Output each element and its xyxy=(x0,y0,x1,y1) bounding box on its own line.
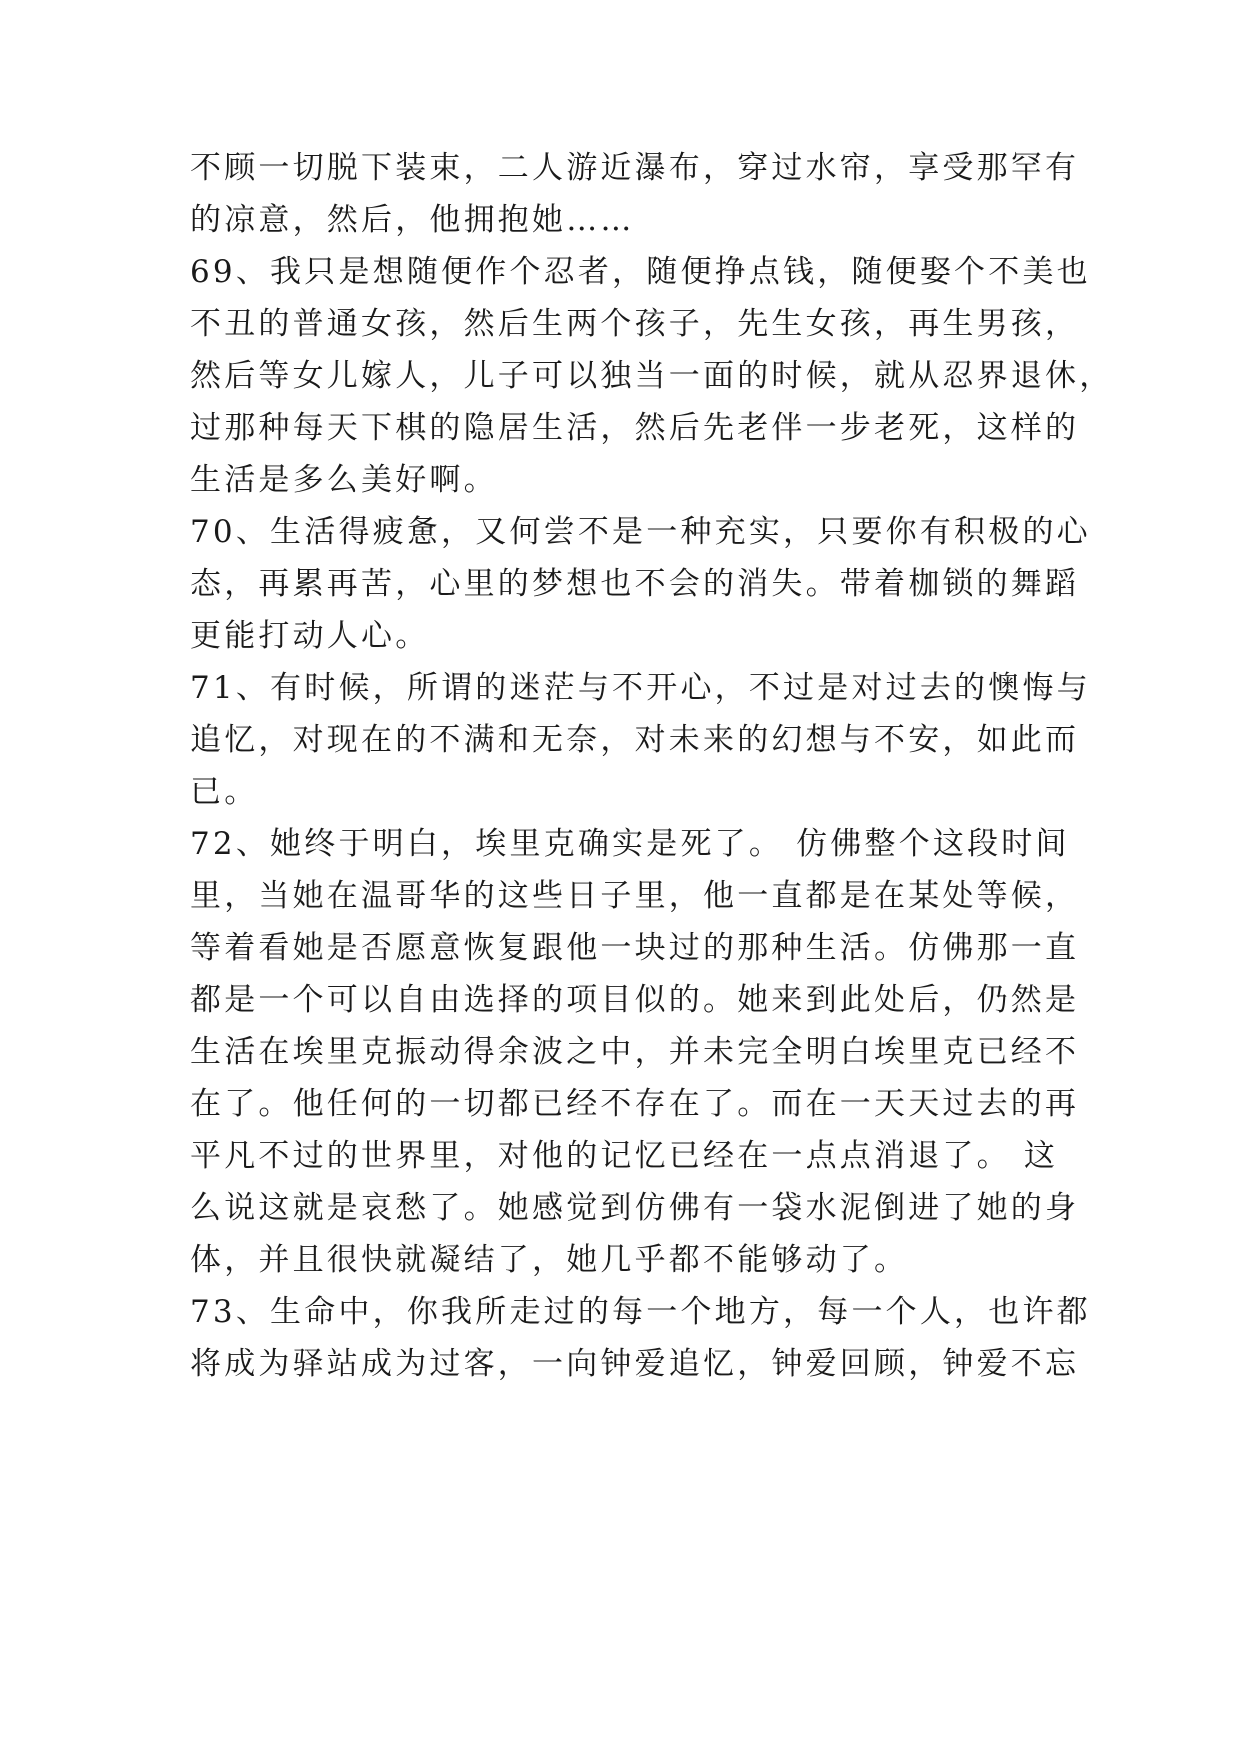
text-line: 都是一个可以自由选择的项目似的。她来到此处后，仍然是 xyxy=(190,982,1080,1018)
text-line: 70、生活得疲惫，又何尝不是一种充实，只要你有积极的心 xyxy=(190,514,1091,550)
text-line: 72、她终于明白，埃里克确实是死了。 仿佛整个这段时间 xyxy=(190,826,1070,862)
text-line: 态，再累再苦，心里的梦想也不会的消失。带着枷锁的舞蹈 xyxy=(190,566,1080,602)
text-line: 不丑的普通女孩，然后生两个孩子，先生女孩，再生男孩， xyxy=(190,306,1080,342)
text-line: 么说这就是哀愁了。她感觉到仿佛有一袋水泥倒进了她的身 xyxy=(190,1190,1080,1226)
text-line: 体，并且很快就凝结了，她几乎都不能够动了。 xyxy=(190,1242,909,1278)
text-line: 生活是多么美好啊。 xyxy=(190,462,498,498)
text-line: 里，当她在温哥华的这些日子里，他一直都是在某处等候， xyxy=(190,878,1080,914)
text-line: 等着看她是否愿意恢复跟他一块过的那种生活。仿佛那一直 xyxy=(190,930,1080,966)
text-line: 73、生命中，你我所走过的每一个地方，每一个人，也许都 xyxy=(190,1294,1091,1330)
text-line: 过那种每天下棋的隐居生活，然后先老伴一步老死，这样的 xyxy=(190,410,1080,446)
text-line: 追忆，对现在的不满和无奈，对未来的幻想与不安，如此而 xyxy=(190,722,1080,758)
text-line: 在了。他任何的一切都已经不存在了。而在一天天过去的再 xyxy=(190,1086,1080,1122)
text-line: 已。 xyxy=(190,774,259,810)
text-line: 不顾一切脱下装束，二人游近瀑布，穿过水帘，享受那罕有 xyxy=(190,150,1080,186)
text-line: 71、有时候，所谓的迷茫与不开心，不过是对过去的懊悔与 xyxy=(190,670,1091,706)
text-line: 平凡不过的世界里，对他的记忆已经在一点点消退了。 这 xyxy=(190,1138,1059,1174)
text-line: 然后等女儿嫁人，儿子可以独当一面的时候，就从忍界退休， xyxy=(190,358,1114,394)
text-line: 的凉意，然后，他拥抱她…… xyxy=(190,202,635,238)
text-line: 69、我只是想随便作个忍者，随便挣点钱，随便娶个不美也 xyxy=(190,254,1091,290)
text-line: 将成为驿站成为过客，一向钟爱追忆，钟爱回顾，钟爱不忘 xyxy=(190,1346,1080,1382)
text-line: 更能打动人心。 xyxy=(190,618,430,654)
text-line: 生活在埃里克振动得余波之中，并未完全明白埃里克已经不 xyxy=(190,1034,1080,1070)
